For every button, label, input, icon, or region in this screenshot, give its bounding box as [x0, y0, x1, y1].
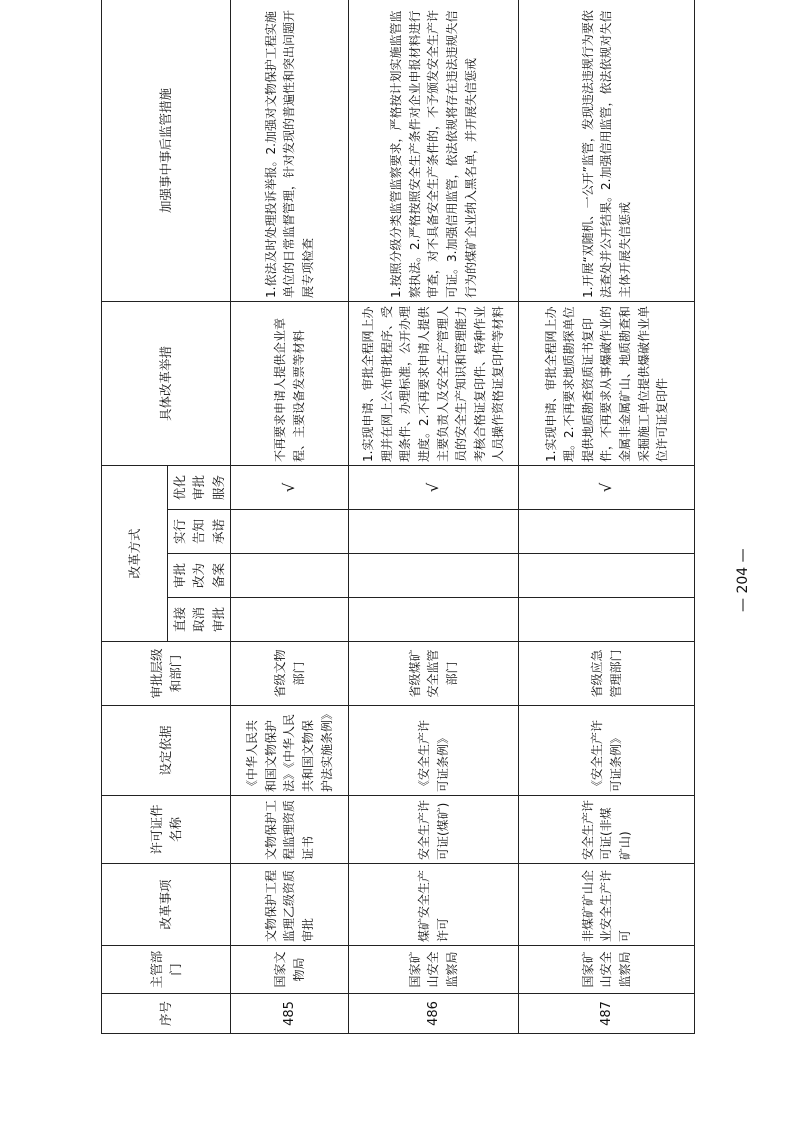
table-row	[231, 0, 349, 1034]
header-reform-mode: 改革方式	[102, 465, 168, 641]
row-license: 安全生产许可证(非煤矿山)	[519, 796, 695, 864]
row-mode-cancel	[231, 598, 349, 642]
header-department: 主管部门	[102, 946, 231, 994]
row-seq: 485	[231, 994, 349, 1034]
header-basis: 设定依据	[102, 706, 231, 796]
row-mode-cancel	[349, 598, 519, 642]
row-department: 国家矿山安全监察局	[349, 946, 519, 994]
check-mark: √	[519, 465, 695, 509]
table-row	[519, 0, 695, 1034]
row-level: 省级文物部门	[231, 642, 349, 706]
row-item: 煤矿安全生产许可	[349, 864, 519, 946]
header-level: 审批层级和部门	[102, 642, 231, 706]
row-supervision: 1.按照分级分类监管监察要求，严格按计划实施监管监察执法。2.严格按照安全生产条件对企业申报材料进行审查，对不具备安全生产条件的，不予颁发安全生产许可证。3.加强信用监管，依法依规将存在违法违规失信行为的煤矿企业纳入黑名单，并开展失信惩戒	[349, 0, 519, 301]
table-row	[349, 0, 519, 1034]
row-supervision: 1.依法及时处理投诉举报。2.加强对文物保护工程实施单位的日常监督管理，针对发现的普遍性和突出问题开展专项检查	[231, 0, 349, 301]
row-mode-filing	[231, 554, 349, 598]
header-mode-optimize: 优化审批服务	[168, 465, 231, 509]
row-measures: 1.实现申请、审批全程网上办理并在网上公布审批程序、受理条件、办理标准，公开办理进度。2.不再要求申请人提供主要负责人及安全生产管理人员的安全生产知识和管理能力考核合格证复印件、特种作业人员操作资格证复印件等材料	[349, 301, 519, 465]
row-department: 国家矿山安全监察局	[519, 946, 695, 994]
header-license: 许可证件名称	[102, 796, 231, 864]
row-license: 文物保护工程监理资质证书	[231, 796, 349, 864]
reform-table	[101, 0, 695, 1034]
row-mode-filing	[349, 554, 519, 598]
row-item: 非煤矿矿山企业安全生产许可	[519, 864, 695, 946]
row-mode-commit	[231, 510, 349, 554]
header-supervision: 加强事中事后监管措施	[102, 0, 231, 301]
row-measures: 1.实现申请、审批全程网上办理。2.不再要求地质勘探单位提供地质勘查资质证书复印件，不再要求从事爆破作业的金属非金属矿山、地质勘查和采掘施工单位提供爆破作业单位许可证复印件	[519, 301, 695, 465]
row-mode-commit	[349, 510, 519, 554]
row-supervision: 1.开展“双随机、一公开”监管，发现违法违规行为要依法查处并公开结果。2.加强信用监管，依法依规对失信主体开展失信惩戒	[519, 0, 695, 301]
row-level: 省级应急管理部门	[519, 642, 695, 706]
row-mode-cancel	[519, 598, 695, 642]
page-number: — 204 —	[735, 548, 751, 612]
header-mode-commit: 实行告知承诺	[168, 510, 231, 554]
row-seq: 487	[519, 994, 695, 1034]
row-basis: 《安全生产许可证条例》	[519, 706, 695, 796]
row-measures: 不再要求申请人提供企业章程、主要设备发票等材料	[231, 301, 349, 465]
row-level: 省级煤矿安全监管部门	[349, 642, 519, 706]
row-basis: 《安全生产许可证条例》	[349, 706, 519, 796]
row-mode-filing	[519, 554, 695, 598]
row-mode-commit	[519, 510, 695, 554]
header-seq: 序号	[102, 994, 231, 1034]
row-basis: 《中华人民共和国文物保护法》《中华人民共和国文物保护法实施条例》	[231, 706, 349, 796]
header-mode-cancel: 直接取消审批	[168, 598, 231, 642]
header-mode-filing: 审批改为备案	[168, 554, 231, 598]
row-seq: 486	[349, 994, 519, 1034]
header-item: 改革事项	[102, 864, 231, 946]
header-measures: 具体改革举措	[102, 301, 231, 465]
row-department: 国家文物局	[231, 946, 349, 994]
row-item: 文物保护工程监理乙级资质审批	[231, 864, 349, 946]
row-license: 安全生产许可证(煤矿)	[349, 796, 519, 864]
check-mark: √	[349, 465, 519, 509]
check-mark: √	[231, 465, 349, 509]
rotated-table-container	[101, 9, 691, 1034]
